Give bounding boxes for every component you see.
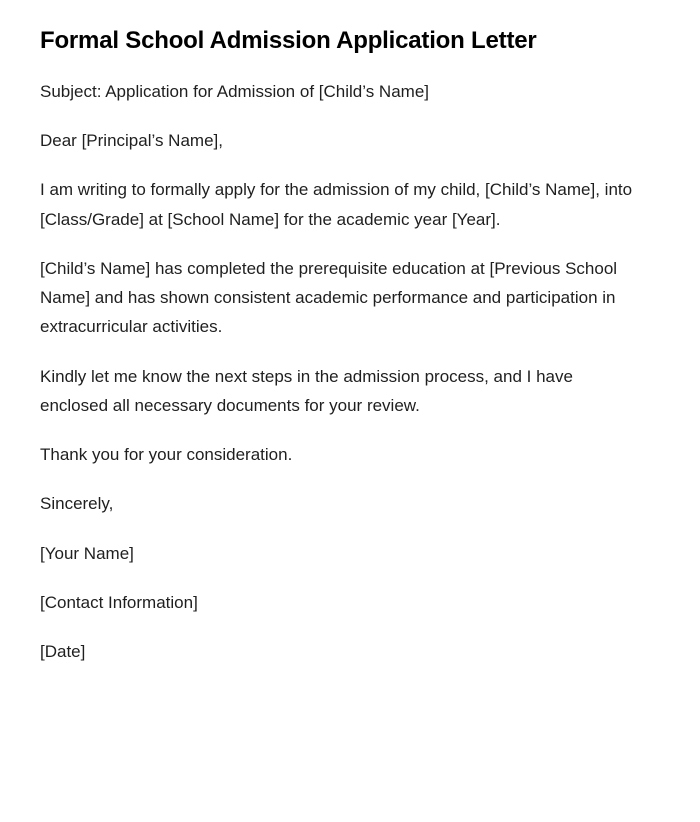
body-paragraph-2: [Child’s Name] has completed the prerequisite education at [Previous School Name] and has shown consistent academic performance and participation in extracurricular activities. (40, 258, 618, 337)
subject-line: Subject: Application for Admission of [Child’s Name] (40, 82, 429, 101)
contact-information-placeholder: [Contact Information] (40, 592, 198, 612)
valediction: Sincerely, (40, 494, 114, 514)
salutation: Dear [Principal’s Name], (40, 131, 223, 151)
body-paragraph-4: Thank you for your consideration. (40, 445, 293, 465)
body-paragraph-3: Kindly let me know the next steps in the admission process, and I have enclosed all necessary documents for your review. (40, 366, 573, 415)
date-placeholder: [Date] (40, 642, 86, 662)
body-paragraph-1: I am writing to formally apply for the admission of my child, [Child’s Name], into [Class/Grade] at [School Name] for the academic year [Year]. (40, 180, 633, 229)
sender-name-placeholder: [Your Name] (40, 543, 134, 563)
page-title: Formal School Admission Application Letter (40, 27, 537, 54)
